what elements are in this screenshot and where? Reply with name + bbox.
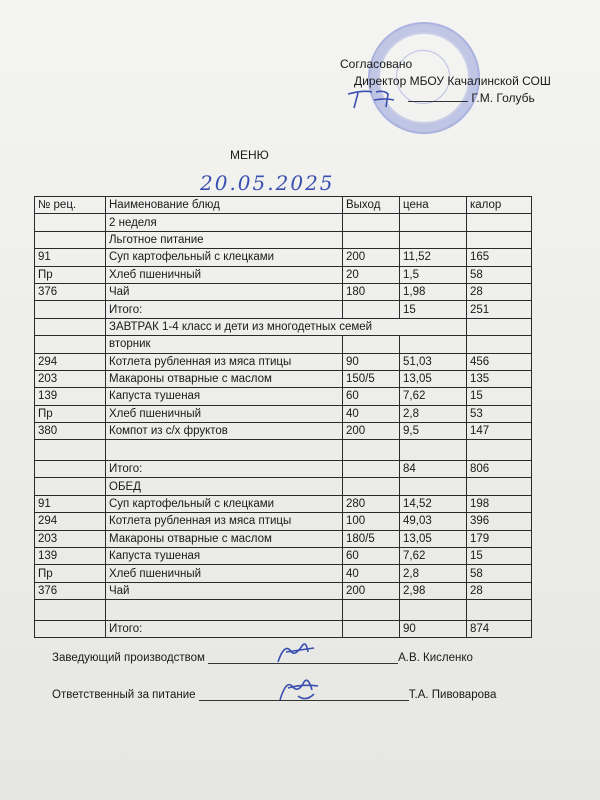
cell-kcal: 28	[467, 582, 532, 599]
cell-output	[343, 440, 400, 461]
cell-kcal: 53	[467, 405, 532, 422]
approval-line2: Директор МБОУ Качалинской СОШ	[354, 74, 551, 88]
table-row	[35, 460, 532, 477]
cell-name: вторник	[106, 336, 343, 353]
cell-kcal	[467, 336, 532, 353]
cell-num	[35, 600, 106, 621]
cell-name: Суп картофельный с клецками	[106, 495, 343, 512]
cell-price: 7,62	[400, 388, 467, 405]
header-price: цена	[400, 197, 467, 214]
cell-price: 90	[400, 620, 467, 637]
cell-price: 1,5	[400, 266, 467, 283]
chief-line	[52, 652, 473, 664]
table-row	[35, 336, 532, 353]
cell-kcal	[467, 478, 532, 495]
cell-num	[35, 460, 106, 477]
table-row	[35, 249, 532, 266]
cell-name: Чай	[106, 283, 343, 300]
cell-kcal	[467, 231, 532, 248]
cell-num: 203	[35, 370, 106, 387]
page-title: МЕНЮ	[230, 148, 269, 162]
cell-output: 100	[343, 513, 400, 530]
table-row	[35, 620, 532, 637]
cell-output: 200	[343, 249, 400, 266]
cell-num: 139	[35, 388, 106, 405]
header-output: Выход	[343, 197, 400, 214]
cell-price: 7,62	[400, 547, 467, 564]
cell-num	[35, 301, 106, 318]
cell-kcal: 147	[467, 423, 532, 440]
cell-name: Хлеб пшеничный	[106, 266, 343, 283]
cell-output: 200	[343, 582, 400, 599]
cell-name: Льготное питание	[106, 231, 343, 248]
table-row	[35, 423, 532, 440]
cell-price	[400, 336, 467, 353]
cell-kcal: 874	[467, 620, 532, 637]
cell-output: 60	[343, 388, 400, 405]
cell-num	[35, 620, 106, 637]
cell-price: 84	[400, 460, 467, 477]
cell-name	[106, 600, 343, 621]
cell-num	[35, 318, 106, 335]
cell-output: 180/5	[343, 530, 400, 547]
header-kcal: калор	[467, 197, 532, 214]
cell-num	[35, 231, 106, 248]
cell-price	[400, 478, 467, 495]
cell-kcal: 198	[467, 495, 532, 512]
cell-name: Компот из с/х фруктов	[106, 423, 343, 440]
cell-kcal: 165	[467, 249, 532, 266]
cell-name: ЗАВТРАК 1-4 класс и дети из многодетных семей	[106, 318, 467, 335]
table-row	[35, 318, 532, 335]
table-row	[35, 283, 532, 300]
cell-output: 60	[343, 547, 400, 564]
cell-output: 280	[343, 495, 400, 512]
cell-num	[35, 478, 106, 495]
menu-table	[34, 196, 532, 638]
cell-kcal	[467, 440, 532, 461]
cell-num: 294	[35, 353, 106, 370]
cell-num: 380	[35, 423, 106, 440]
chief-name: А.В. Кисленко	[398, 652, 473, 664]
table-row	[35, 530, 532, 547]
cell-price: 13,05	[400, 370, 467, 387]
cell-name: Хлеб пшеничный	[106, 565, 343, 582]
cell-output	[343, 460, 400, 477]
chief-signature	[268, 638, 328, 668]
table-row	[35, 582, 532, 599]
cell-output: 200	[343, 423, 400, 440]
header-name: Наименование блюд	[106, 197, 343, 214]
cell-kcal: 251	[467, 301, 532, 318]
cell-name: 2 неделя	[106, 214, 343, 231]
cell-output: 150/5	[343, 370, 400, 387]
cell-name: Капуста тушеная	[106, 388, 343, 405]
cell-output	[343, 600, 400, 621]
table-row	[35, 388, 532, 405]
cell-price: 1,98	[400, 283, 467, 300]
director-name: Г.М. Голубь	[471, 91, 535, 105]
cell-kcal	[467, 600, 532, 621]
cell-name: Котлета рубленная из мяса птицы	[106, 513, 343, 530]
cell-output: 40	[343, 405, 400, 422]
cell-output: 40	[343, 565, 400, 582]
cell-price	[400, 440, 467, 461]
cell-price	[400, 600, 467, 621]
cell-output	[343, 214, 400, 231]
cell-kcal: 15	[467, 388, 532, 405]
table-row	[35, 231, 532, 248]
approval-line1: Согласовано	[340, 57, 413, 71]
cell-num: Пр	[35, 266, 106, 283]
cell-kcal: 806	[467, 460, 532, 477]
table-row	[35, 495, 532, 512]
cell-name: Суп картофельный с клецками	[106, 249, 343, 266]
cell-price: 2,8	[400, 565, 467, 582]
responsible-label: Ответственный за питание	[52, 689, 196, 701]
table-row	[35, 565, 532, 582]
table-row	[35, 214, 532, 231]
table-row	[35, 478, 532, 495]
table-header-row	[35, 197, 532, 214]
cell-output	[343, 620, 400, 637]
cell-price: 9,5	[400, 423, 467, 440]
approval-signature-line	[408, 101, 468, 102]
cell-kcal: 456	[467, 353, 532, 370]
cell-kcal: 179	[467, 530, 532, 547]
cell-price: 13,05	[400, 530, 467, 547]
cell-price: 49,03	[400, 513, 467, 530]
cell-price: 51,03	[400, 353, 467, 370]
cell-num: 376	[35, 283, 106, 300]
table-row	[35, 513, 532, 530]
cell-output	[343, 478, 400, 495]
cell-kcal	[467, 318, 532, 335]
table-row	[35, 547, 532, 564]
cell-kcal: 15	[467, 547, 532, 564]
cell-name	[106, 440, 343, 461]
cell-name: Хлеб пшеничный	[106, 405, 343, 422]
cell-name: Котлета рубленная из мяса птицы	[106, 353, 343, 370]
table-row	[35, 301, 532, 318]
table-row	[35, 600, 532, 621]
director-signature	[344, 88, 404, 110]
cell-name: Итого:	[106, 301, 343, 318]
handwritten-date: 20.05.2025	[200, 171, 335, 195]
cell-name: Чай	[106, 582, 343, 599]
cell-num: 294	[35, 513, 106, 530]
cell-num: 91	[35, 249, 106, 266]
cell-kcal	[467, 214, 532, 231]
cell-output: 180	[343, 283, 400, 300]
cell-price	[400, 231, 467, 248]
cell-num: Пр	[35, 405, 106, 422]
cell-kcal: 135	[467, 370, 532, 387]
cell-output	[343, 336, 400, 353]
chief-label: Заведующий производством	[52, 652, 205, 664]
cell-price	[400, 214, 467, 231]
cell-name: Макароны отварные с маслом	[106, 370, 343, 387]
cell-num: Пр	[35, 565, 106, 582]
table-row	[35, 353, 532, 370]
cell-name: ОБЕД	[106, 478, 343, 495]
cell-num	[35, 336, 106, 353]
cell-price: 11,52	[400, 249, 467, 266]
table-row	[35, 405, 532, 422]
cell-name: Капуста тушеная	[106, 547, 343, 564]
cell-num: 139	[35, 547, 106, 564]
cell-output	[343, 301, 400, 318]
responsible-signature	[268, 672, 332, 706]
cell-kcal: 58	[467, 565, 532, 582]
cell-price: 2,8	[400, 405, 467, 422]
cell-name: Итого:	[106, 460, 343, 477]
cell-kcal: 58	[467, 266, 532, 283]
cell-num: 203	[35, 530, 106, 547]
cell-num	[35, 440, 106, 461]
table-row	[35, 440, 532, 461]
cell-price: 15	[400, 301, 467, 318]
cell-price: 14,52	[400, 495, 467, 512]
table-row	[35, 370, 532, 387]
cell-output: 90	[343, 353, 400, 370]
cell-kcal: 396	[467, 513, 532, 530]
responsible-name: Т.А. Пивоварова	[408, 689, 497, 701]
table-row	[35, 266, 532, 283]
cell-output	[343, 231, 400, 248]
cell-kcal: 28	[467, 283, 532, 300]
cell-output: 20	[343, 266, 400, 283]
cell-name: Макароны отварные с маслом	[106, 530, 343, 547]
cell-price: 2,98	[400, 582, 467, 599]
cell-num: 376	[35, 582, 106, 599]
cell-num	[35, 214, 106, 231]
cell-num: 91	[35, 495, 106, 512]
header-num: № рец.	[35, 197, 106, 214]
cell-name: Итого:	[106, 620, 343, 637]
